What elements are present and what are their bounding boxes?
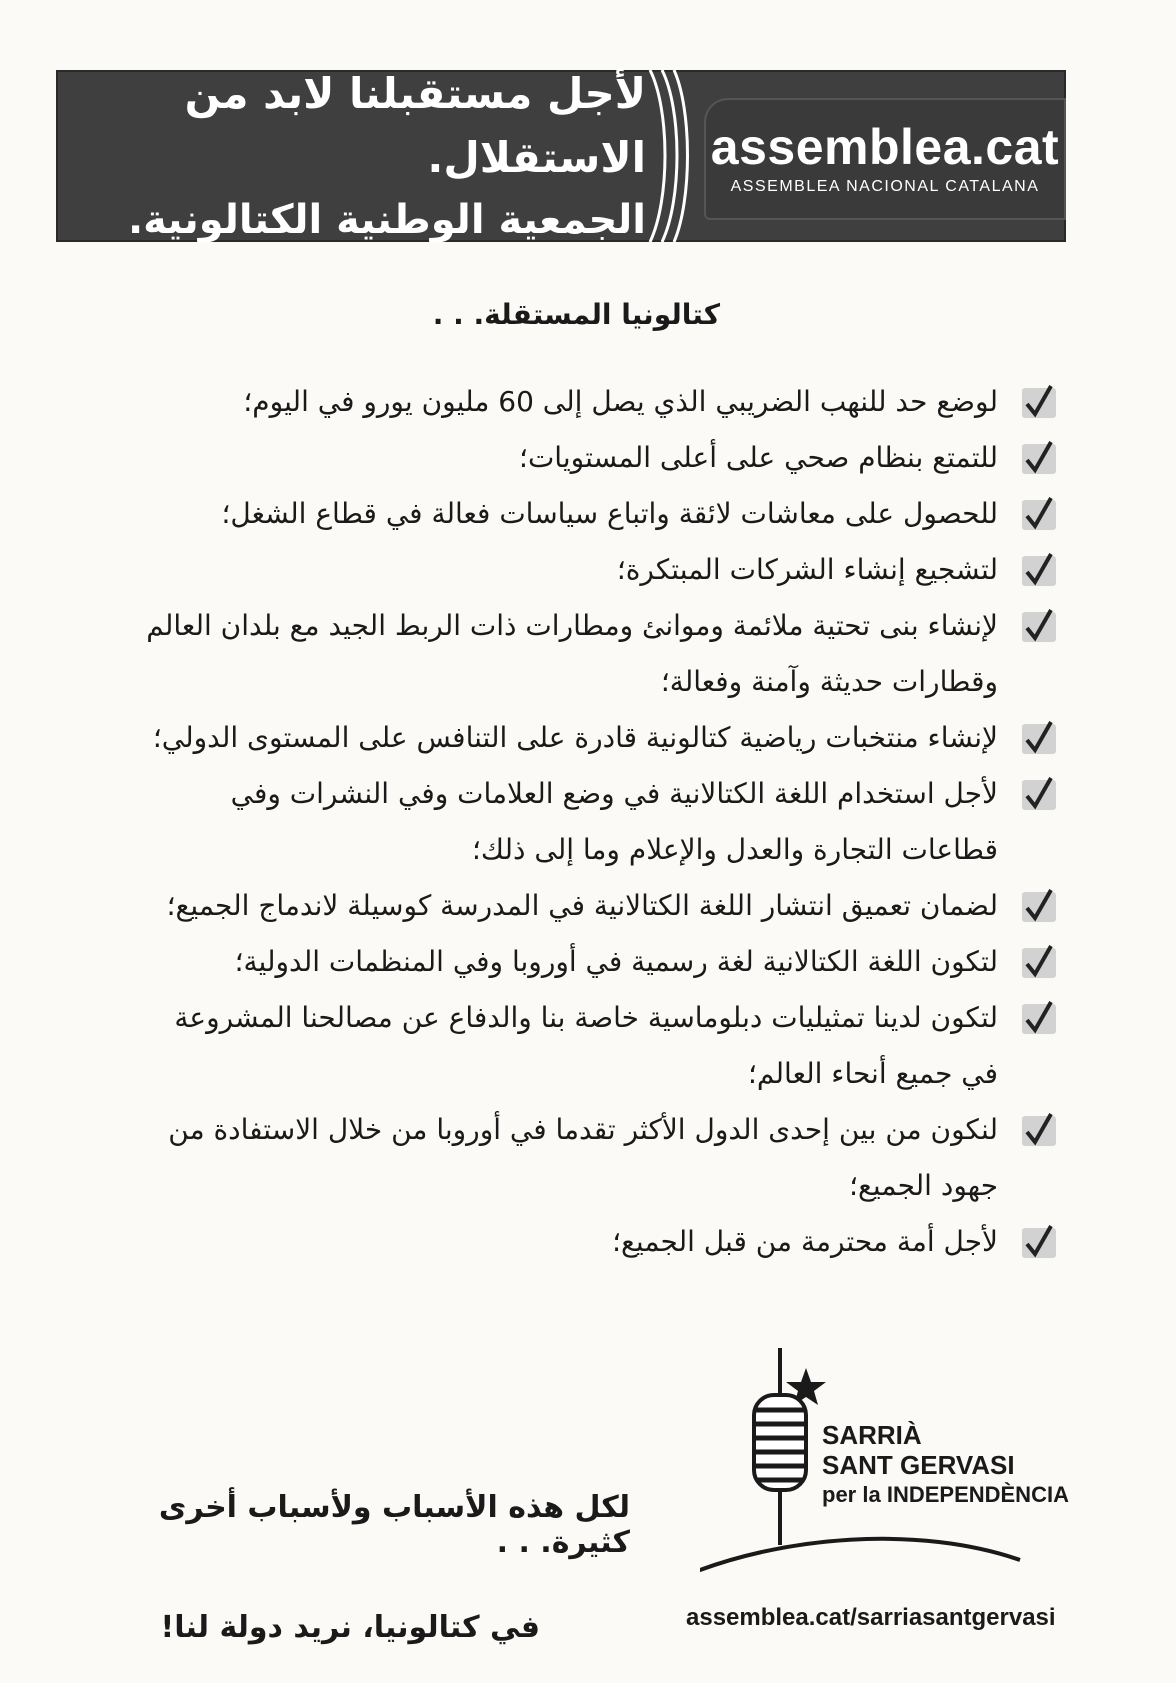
assemblea-logo — [704, 98, 1066, 220]
list-item — [140, 878, 1060, 934]
check-icon — [1022, 612, 1056, 642]
slogan-line-1: لأجل مستقبلنا لابد من الاستقلال. — [184, 69, 646, 182]
check-icon — [1022, 948, 1056, 978]
check-icon — [1022, 1228, 1056, 1258]
check-icon — [1022, 724, 1056, 754]
list-item-text: لتكون اللغة الكتالانية لغة رسمية في أوروبا وفي المنظمات الدولية؛ — [234, 945, 998, 978]
local-name-line-3 — [822, 1480, 1069, 1510]
list-item-text: لأجل استخدام اللغة الكتالانية في وضع العلامات وفي النشرات وفي قطاعات التجارة والعدل والإعلام وما إلى ذلك؛ — [230, 777, 998, 866]
list-item-text: لوضع حد للنهب الضريبي الذي يصل إلى 60 مليون يورو في اليوم؛ — [243, 385, 998, 418]
check-icon — [1022, 388, 1056, 418]
reasons-list — [140, 374, 1060, 1270]
list-item — [140, 598, 1060, 710]
page-curl-graphic — [640, 70, 692, 242]
local-name-line-2: SANT GERVASI — [822, 1450, 1015, 1480]
list-item-text: لتشجيع إنشاء الشركات المبتكرة؛ — [616, 553, 998, 586]
banner-slogan — [56, 70, 676, 242]
list-item — [140, 990, 1060, 1102]
check-icon — [1022, 1004, 1056, 1034]
local-url: assemblea.cat/sarriasantgervasi — [686, 1604, 1056, 1631]
closing-line-2: في كتالونيا، نريد دولة لنا! — [160, 1610, 540, 1645]
list-item-text: لإنشاء منتخبات رياضية كتالونية قادرة على التنافس على المستوى الدولي؛ — [152, 721, 998, 754]
check-icon — [1022, 556, 1056, 586]
list-item — [140, 374, 1060, 430]
page-heading: كتالونيا المستقلة. . . — [432, 298, 720, 331]
local-assembly-name — [822, 1420, 1069, 1510]
logo-main-text: assemblea.cat — [710, 119, 1060, 175]
list-item-text: لضمان تعميق انتشار اللغة الكتالانية في المدرسة كوسيلة لاندماج الجميع؛ — [166, 889, 998, 922]
check-icon — [1022, 780, 1056, 810]
list-item-text: لنكون من بين إحدى الدول الأكثر تقدما في أوروبا من خلال الاستفادة من جهود الجميع؛ — [168, 1113, 998, 1202]
list-item — [140, 1214, 1060, 1270]
list-item-text: لتكون لدينا تمثيليات دبلوماسية خاصة بنا والدفاع عن مصالحنا المشروعة في جميع أنحاء العالم؛ — [174, 1001, 998, 1090]
list-item — [140, 1102, 1060, 1214]
list-item-text: للحصول على معاشات لائقة واتباع سياسات فعالة في قطاع الشغل؛ — [221, 497, 998, 530]
list-item — [140, 430, 1060, 486]
closing-line-1: لكل هذه الأسباب ولأسباب أخرى كثيرة. . . — [158, 1490, 630, 1560]
check-icon — [1022, 892, 1056, 922]
check-icon — [1022, 1116, 1056, 1146]
list-item-text: لإنشاء بنى تحتية ملائمة وموانئ ومطارات ذات الربط الجيد مع بلدان العالم وقطارات حديثة وآمنة وفعالة؛ — [146, 609, 998, 698]
local-name-prefix: per la — [822, 1482, 881, 1507]
local-name-line-1: SARRIÀ — [822, 1420, 922, 1450]
list-item-text: لأجل أمة محترمة من قبل الجميع؛ — [612, 1225, 998, 1258]
slogan-line-2: الجمعية الوطنية الكتالونية. — [127, 197, 646, 243]
local-name-main: INDEPENDÈNCIA — [886, 1482, 1069, 1507]
list-item-text: للتمتع بنظام صحي على أعلى المستويات؛ — [519, 441, 998, 474]
check-icon — [1022, 500, 1056, 530]
list-item — [140, 542, 1060, 598]
logo-sub-text: ASSEMBLEA NACIONAL CATALANA — [730, 178, 1040, 195]
check-icon — [1022, 444, 1056, 474]
list-item — [140, 486, 1060, 542]
list-item — [140, 934, 1060, 990]
list-item — [140, 710, 1060, 766]
list-item — [140, 766, 1060, 878]
